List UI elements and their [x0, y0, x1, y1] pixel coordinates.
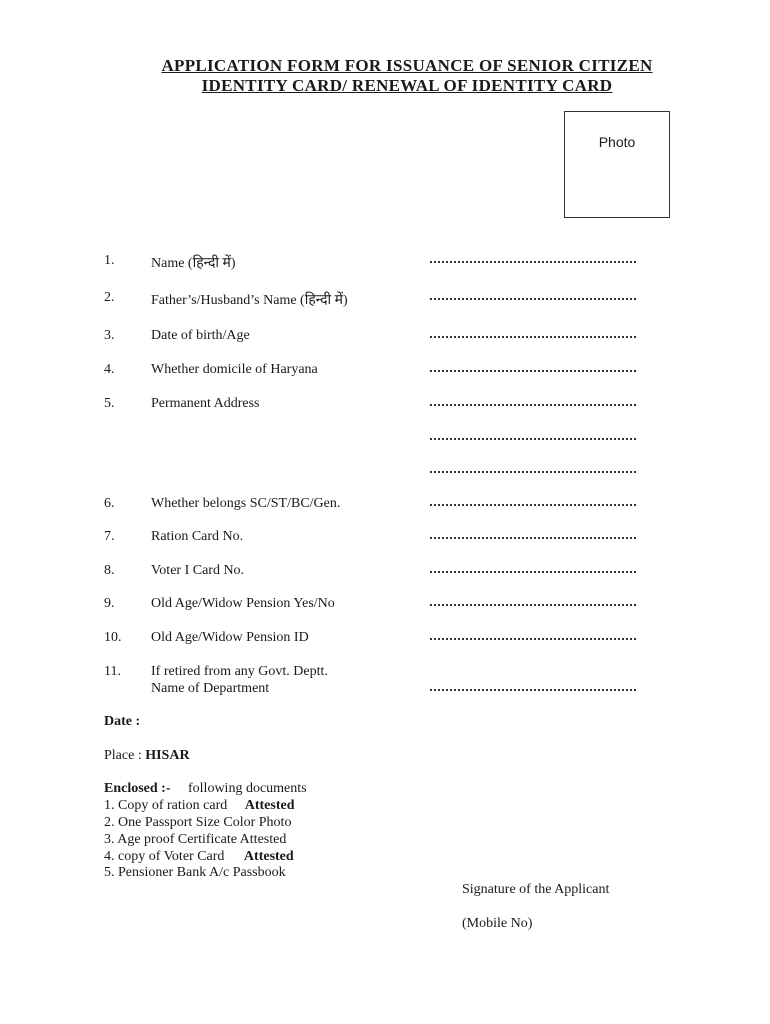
field-label: Name (हिन्दी में) [151, 256, 236, 271]
address-entry-line-3[interactable] [430, 471, 636, 473]
signature-label: Signature of the Applicant [462, 882, 610, 897]
field-label: Voter I Card No. [151, 563, 245, 578]
enclosed-item-note: Attested [243, 849, 294, 864]
field-number: 5. [104, 396, 115, 411]
field-row-address [0, 396, 770, 416]
field-label: Father’s/Husband’s Name (हिन्दी में) [151, 293, 348, 308]
field-row-category [0, 496, 770, 516]
field-label: If retired from any Govt. Deptt. [151, 664, 328, 679]
field-row-name [0, 253, 770, 273]
enclosed-item [104, 798, 295, 814]
field-label: Old Age/Widow Pension Yes/No [151, 596, 335, 611]
field-row-dob-age [0, 328, 770, 348]
department-entry-line[interactable] [430, 689, 636, 691]
enclosed-item-text: 2. One Passport Size Color Photo [104, 815, 292, 830]
enclosed-item-text: 1. Copy of ration card [104, 798, 228, 813]
field-row-voter-card [0, 563, 770, 583]
field-row-father-husband-name [0, 290, 770, 310]
field-number: 8. [104, 563, 115, 578]
place-value: HISAR [145, 748, 190, 763]
field-number: 4. [104, 362, 115, 377]
mobile-label: (Mobile No) [462, 916, 533, 931]
photo-label: Photo [598, 134, 636, 150]
category-entry-line[interactable] [430, 504, 636, 506]
field-number: 3. [104, 328, 115, 343]
address-entry-line-2[interactable] [430, 438, 636, 440]
photo-box [564, 111, 670, 218]
field-number: 1. [104, 253, 115, 268]
father-husband-name-entry-line[interactable] [430, 298, 636, 300]
place-line [104, 748, 190, 764]
field-row-pension-id [0, 630, 770, 650]
field-label: Name of Department [151, 681, 270, 696]
enclosed-item [104, 849, 294, 865]
enclosed-item-text: 3. Age proof Certificate Attested [104, 832, 287, 847]
field-number: 10. [104, 630, 122, 645]
enclosed-item-note: Attested [244, 798, 295, 813]
form-title-line2: IDENTITY CARD/ RENEWAL OF IDENTITY CARD [201, 76, 613, 95]
dob-age-entry-line[interactable] [430, 336, 636, 338]
field-row-pension-yes-no [0, 596, 770, 616]
enclosed-item [104, 832, 286, 848]
name-entry-line[interactable] [430, 261, 636, 263]
enclosed-heading: Enclosed :- [104, 781, 171, 796]
enclosed-item [104, 865, 286, 881]
pension-id-entry-line[interactable] [430, 638, 636, 640]
domicile-entry-line[interactable] [430, 370, 636, 372]
place-label: Place : [104, 748, 146, 763]
field-number: 2. [104, 290, 115, 305]
field-number: 6. [104, 496, 115, 511]
field-row-address-cont [0, 463, 770, 483]
enclosed-item [104, 815, 291, 831]
field-label: Ration Card No. [151, 529, 244, 544]
field-label: Old Age/Widow Pension ID [151, 630, 309, 645]
address-entry-line-1[interactable] [430, 404, 636, 406]
field-label: Permanent Address [151, 396, 260, 411]
field-number: 7. [104, 529, 115, 544]
enclosed-item-text: 5. Pensioner Bank A/c Passbook [104, 865, 286, 880]
enclosed-text: following documents [188, 781, 307, 796]
field-row-ration-card [0, 529, 770, 549]
form-title-line1: APPLICATION FORM FOR ISSUANCE OF SENIOR CITIZEN [161, 56, 653, 75]
enclosed-item-text: 4. copy of Voter Card [104, 849, 225, 864]
voter-card-entry-line[interactable] [430, 571, 636, 573]
field-row-domicile [0, 362, 770, 382]
field-label: Date of birth/Age [151, 328, 250, 343]
field-label: Whether belongs SC/ST/BC/Gen. [151, 496, 341, 511]
field-row-department [0, 681, 770, 701]
field-number: 9. [104, 596, 115, 611]
enclosed-heading-line [104, 781, 307, 797]
field-label: Whether domicile of Haryana [151, 362, 318, 377]
field-number: 11. [104, 664, 121, 679]
pension-yes-no-entry-line[interactable] [430, 604, 636, 606]
ration-card-entry-line[interactable] [430, 537, 636, 539]
field-row-address-cont [0, 430, 770, 450]
date-label: Date : [104, 714, 141, 729]
